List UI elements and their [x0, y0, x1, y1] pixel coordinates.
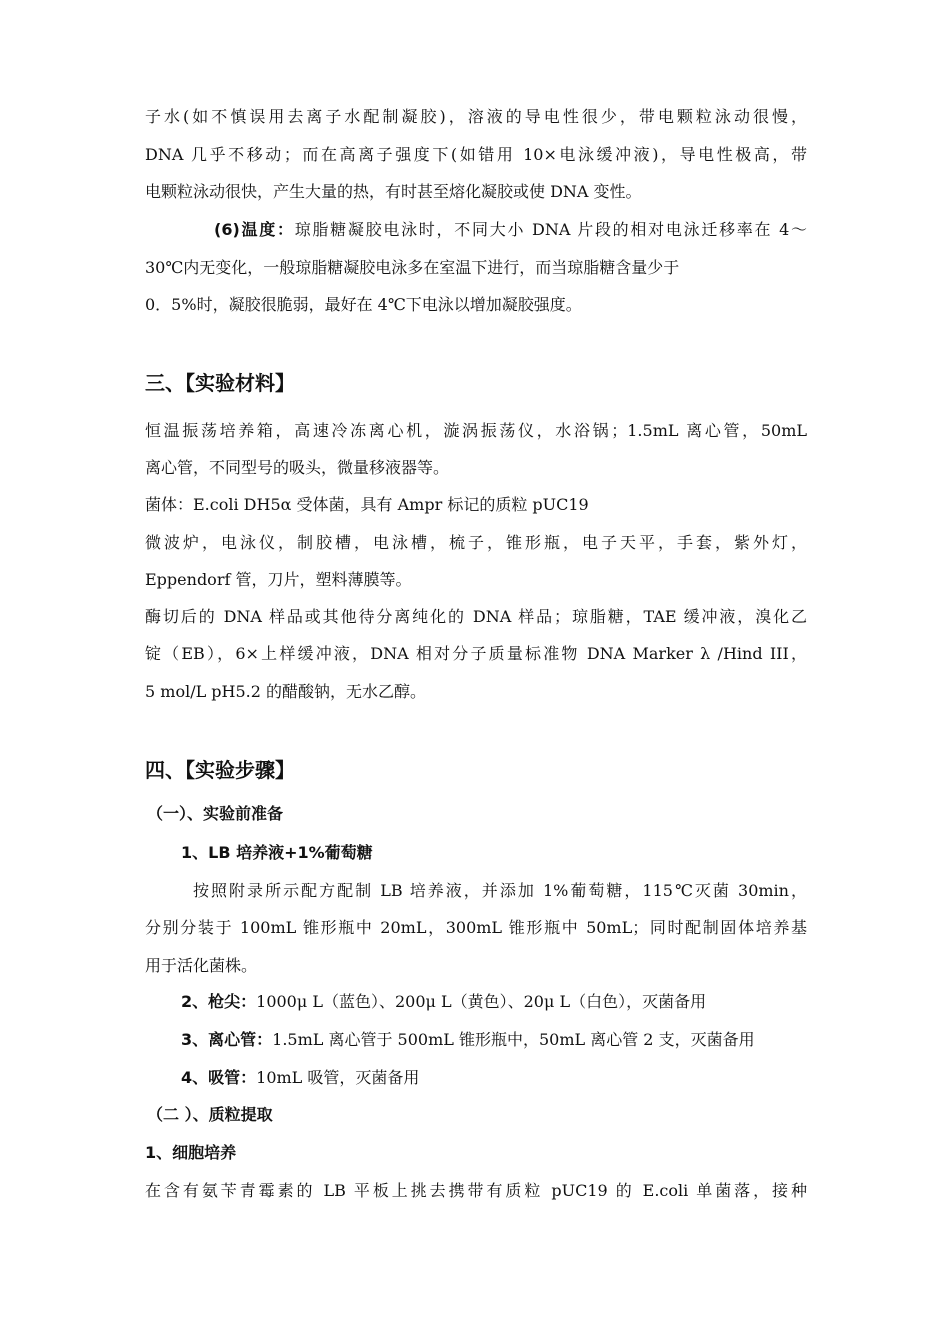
item-label: 3、离心管： [181, 1030, 273, 1049]
item-line [181, 1029, 755, 1051]
item-text: 10mL 吸管，灭菌备用 [256, 1068, 420, 1087]
temperature-label: (6)温度： [214, 220, 295, 239]
procedure-line: 分别分装于 100mL 锥形瓶中 20mL，300mL 锥形瓶中 50mL；同时配制固体培养基 [145, 918, 807, 937]
procedure-line: 在含有氨苄青霉素的 LB 平板上挑去携带有质粒 pUC19 的 E.coli 单菌落，接种 [145, 1181, 807, 1200]
item-line [181, 1067, 419, 1089]
procedure-line: 按照附录所示配方配制 LB 培养液，并添加 1%葡萄糖，115℃灭菌 30min， [193, 881, 807, 900]
paragraph-line: 子水(如不慎误用去离子水配制凝胶)，溶液的导电性很少，带电颗粒泳动很慢， [145, 107, 807, 126]
item-title: 1、LB 培养液+1%葡萄糖 [181, 843, 373, 862]
materials-line: 微波炉，电泳仪，制胶槽，电泳槽，梳子，锥形瓶，电子天平，手套，紫外灯， [145, 533, 807, 552]
item-label: 4、吸管： [181, 1068, 257, 1087]
paragraph-line: 30℃内无变化，一般琼脂糖凝胶电泳多在室温下进行，而当琼脂糖含量少于 [145, 258, 680, 277]
item-label: 2、枪尖： [181, 992, 257, 1011]
materials-line: 酶切后的 DNA 样品或其他待分离纯化的 DNA 样品；琼脂糖，TAE 缓冲液，溴化乙 [145, 607, 807, 626]
materials-line: 锭（EB），6×上样缓冲液，DNA 相对分子质量标准物 DNA Marker λ /Hind III， [145, 644, 807, 663]
temperature-text: 琼脂糖凝胶电泳时，不同大小 DNA 片段的相对电泳迁移率在 4～ [294, 220, 807, 239]
subsection-title: （二 ）、质粒提取 [147, 1105, 273, 1124]
paragraph-line: 0．5%时，凝胶很脆弱，最好在 4℃下电泳以增加凝胶强度。 [145, 295, 582, 314]
materials-line: Eppendorf 管，刀片，塑料薄膜等。 [145, 570, 412, 589]
section-title: 四、【实验步骤】 [145, 758, 295, 782]
item-text: 1.5mL 离心管于 500mL 锥形瓶中，50mL 离心管 2 支，灭菌备用 [272, 1030, 755, 1049]
item-line [181, 991, 706, 1013]
materials-line: 菌体：E.coli DH5α 受体菌，具有 Ampr 标记的质粒 pUC19 [145, 495, 589, 514]
subsection-title: （一）、实验前准备 [147, 804, 284, 823]
paragraph-line: DNA 几乎不移动；而在高离子强度下(如错用 10×电泳缓冲液)，导电性极高，带 [145, 145, 807, 164]
materials-line: 5 mol/L pH5.2 的醋酸钠，无水乙醇。 [145, 682, 427, 701]
item-text: 1000μ L（蓝色）、200μ L（黄色）、20μ L（白色），灭菌备用 [256, 992, 707, 1011]
procedure-line: 用于活化菌株。 [145, 956, 258, 975]
section-title: 三、【实验材料】 [145, 371, 295, 395]
materials-line: 离心管，不同型号的吸头，微量移液器等。 [145, 458, 450, 477]
item-title: 1、细胞培养 [145, 1143, 237, 1162]
paragraph-line: 电颗粒泳动很快，产生大量的热，有时甚至熔化凝胶或使 DNA 变性。 [145, 182, 642, 201]
temperature-paragraph-line [214, 219, 807, 241]
materials-line: 恒温振荡培养箱，高速冷冻离心机，漩涡振荡仪，水浴锅；1.5mL 离心管，50mL [145, 421, 807, 440]
